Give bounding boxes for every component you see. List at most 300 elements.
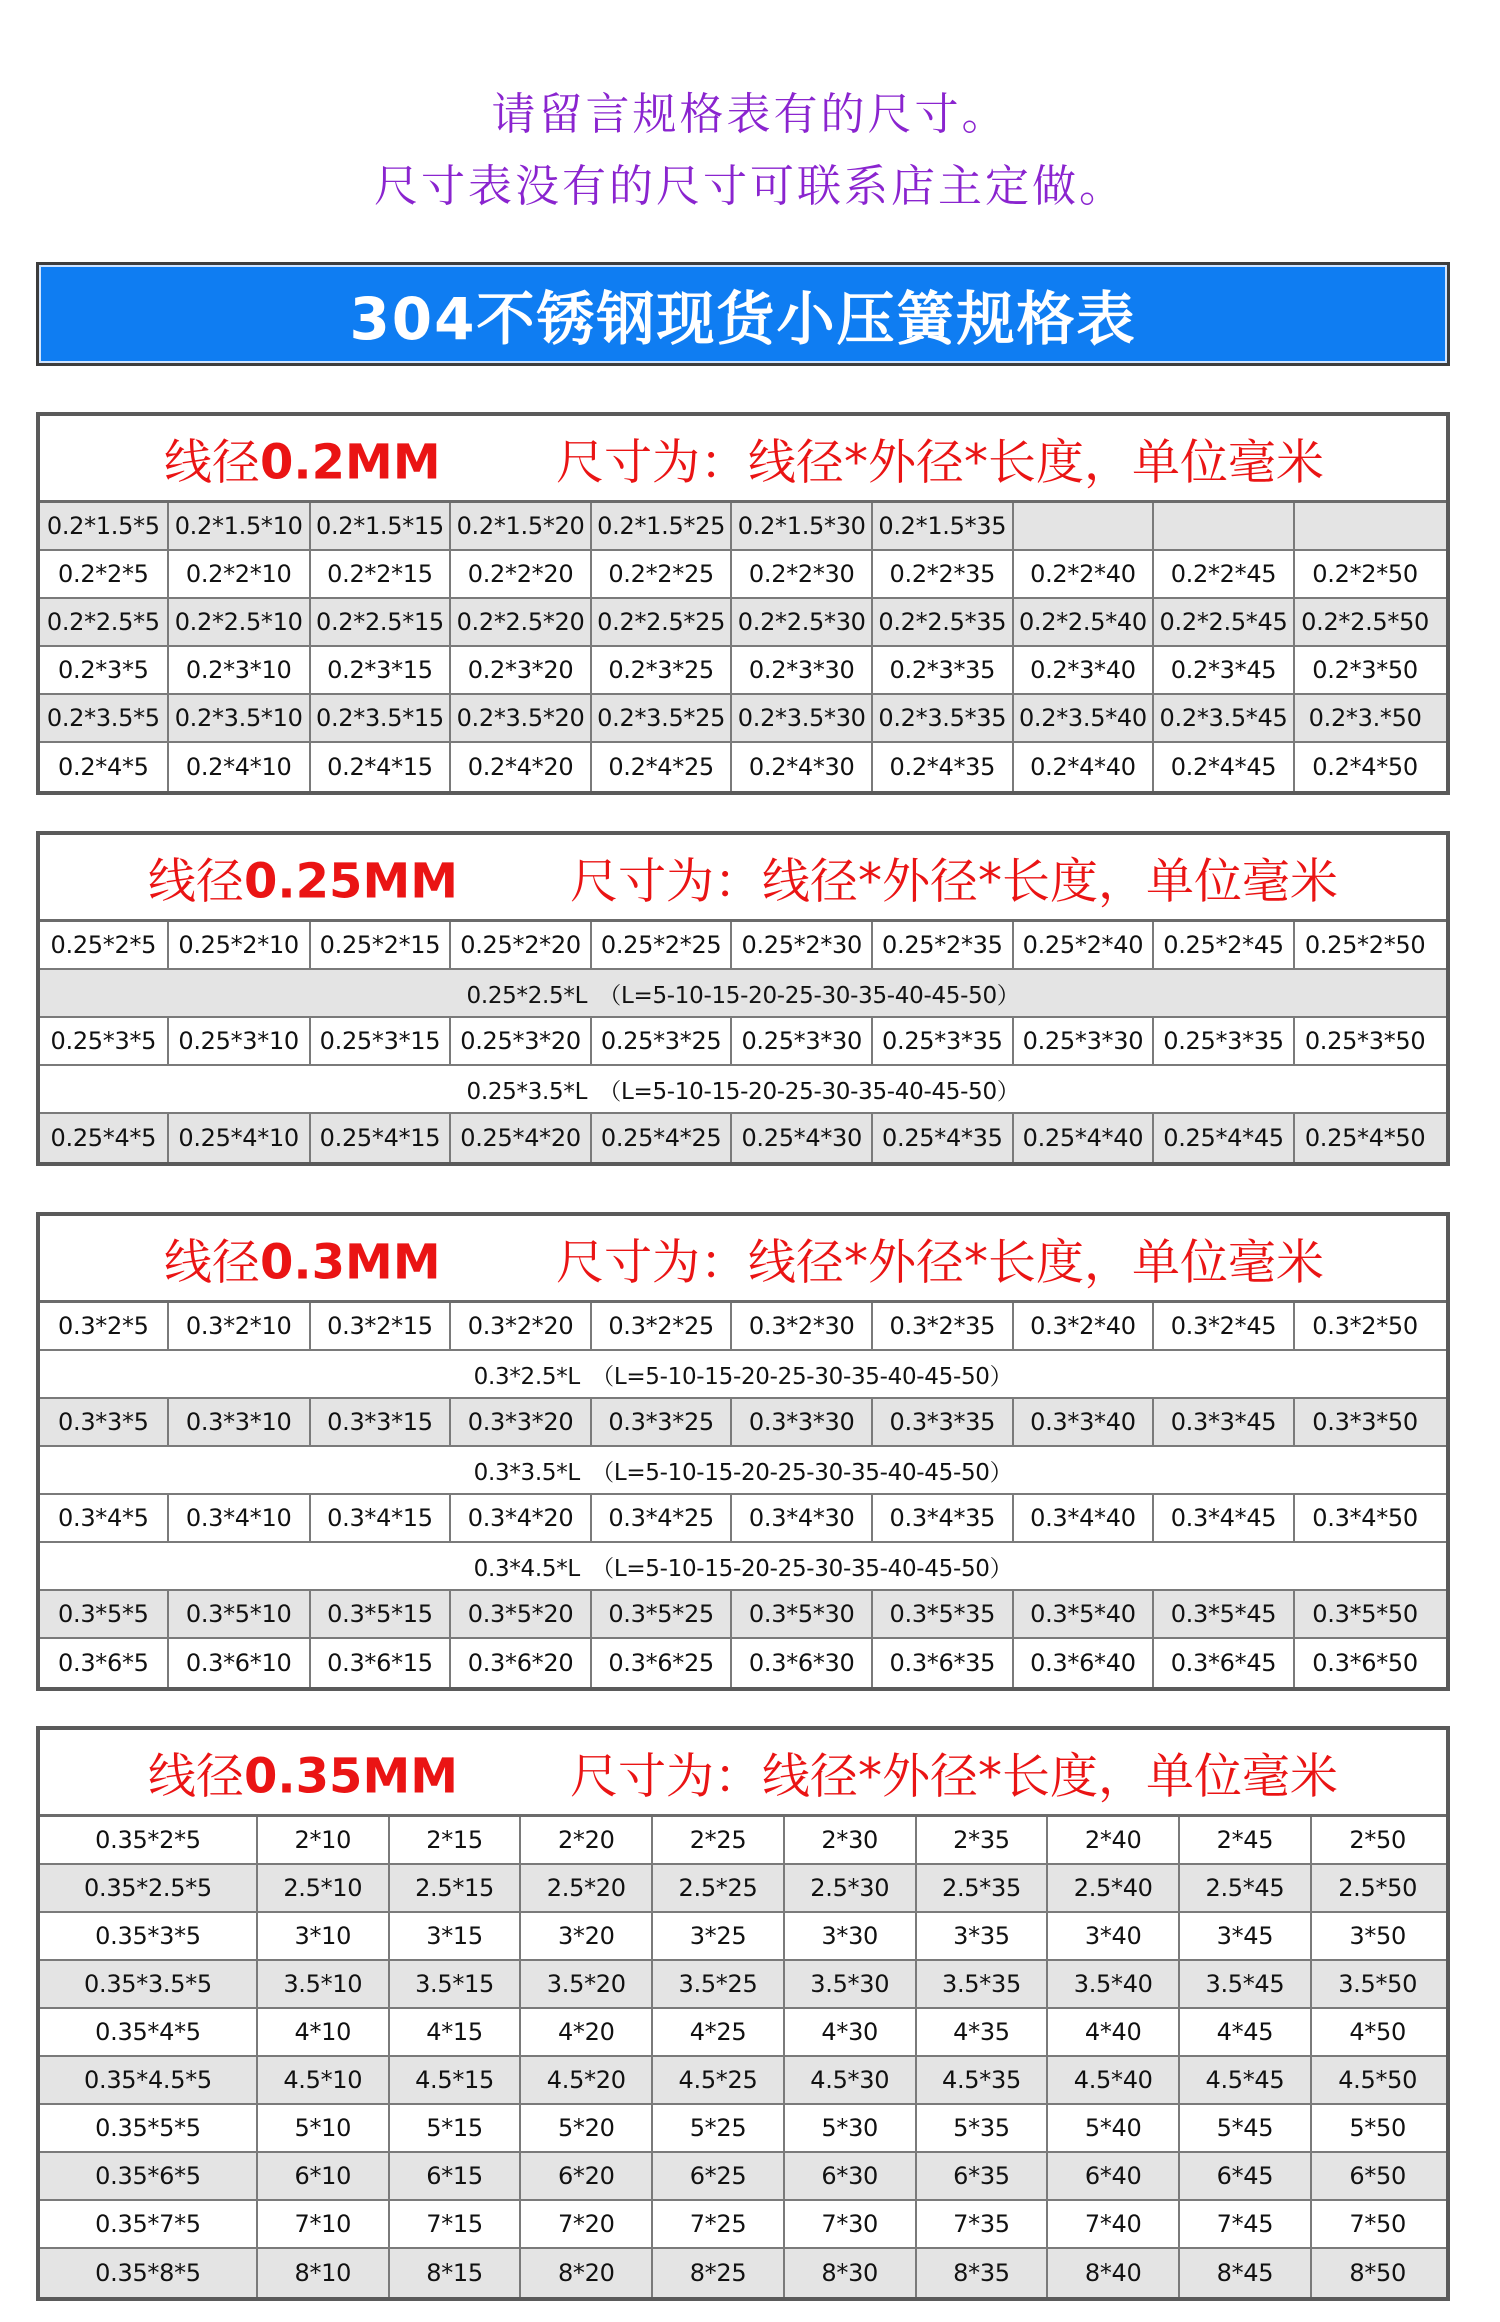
table-cell: 0.2*3*5 [40, 647, 169, 693]
table-cell: 0.3*2*35 [873, 1303, 1014, 1349]
table-cell: 0.3*6*25 [592, 1639, 733, 1687]
table-cell: 0.2*3.*50 [1308, 704, 1422, 732]
table-cell: 8*15 [390, 2249, 522, 2297]
table-cell: 0.3*5*15 [311, 1591, 452, 1637]
table-cell: 0.2*2.5*15 [311, 599, 452, 645]
table-cell: 0.25*4*40 [1014, 1114, 1155, 1162]
table-row [40, 647, 1446, 695]
table-row [40, 695, 1446, 743]
wire-value: 0.2MM [260, 434, 441, 491]
wire-prefix: 线径 [164, 434, 261, 491]
table-cell: 0.3*4*20 [451, 1495, 592, 1541]
table-span-row [40, 1066, 1446, 1114]
table-cell: 0.3*5*50 [1312, 1600, 1418, 1628]
table-cell: 0.2*3.5*45 [1154, 695, 1295, 741]
table-cell: 0.25*3*50 [1304, 1027, 1426, 1055]
wire-diameter-label [148, 843, 458, 912]
unit-note: 尺寸为：线径*外径*长度，单位毫米 [570, 853, 1339, 910]
table-body [40, 503, 1446, 791]
table-cell: 0.3*6*20 [451, 1639, 592, 1687]
wire-value: 0.35MM [244, 1748, 458, 1805]
table-cell: 0.2*1.5*30 [732, 503, 873, 549]
table-cell: 4*45 [1180, 2009, 1312, 2055]
table-cell: 0.2*4*10 [169, 743, 311, 791]
table-cell: 0.2*2.5*50 [1301, 608, 1430, 636]
table-cell: 2*25 [653, 1817, 785, 1863]
table-span-cell: 0.25*3.5*L （L=5-10-15-20-25-30-35-40-45-50） [466, 1078, 1020, 1105]
table-cell: 3*30 [785, 1913, 917, 1959]
table-cell: 2.5*10 [258, 1865, 390, 1911]
table-cell: 3*40 [1048, 1913, 1180, 1959]
table-row [40, 2105, 1446, 2153]
table-cell: 6*40 [1048, 2153, 1180, 2199]
table-cell: 0.3*2*20 [451, 1303, 592, 1349]
table-cell: 0.2*3.5*35 [873, 695, 1014, 741]
table-cell: 0.2*3*10 [169, 647, 311, 693]
table-cell: 2.5*25 [653, 1865, 785, 1911]
table-cell: 0.25*4*20 [451, 1114, 592, 1162]
table-cell: 0.2*2*15 [311, 551, 452, 597]
wire-diameter-label [164, 424, 441, 493]
table-cell: 6*35 [917, 2153, 1049, 2199]
table-cell: 0.25*4*10 [169, 1114, 311, 1162]
table-cell [1154, 503, 1295, 549]
table-cell: 0.3*3*5 [40, 1399, 169, 1445]
table-cell: 0.35*8*5 [40, 2249, 258, 2297]
table-cell: 0.35*3*5 [40, 1913, 258, 1959]
table-cell: 0.2*2*5 [40, 551, 169, 597]
table-cell: 0.2*4*50 [1312, 753, 1418, 781]
table-cell: 0.2*3.5*25 [592, 695, 733, 741]
unit-note: 尺寸为：线径*外径*长度，单位毫米 [570, 1748, 1339, 1805]
table-cell: 4*40 [1048, 2009, 1180, 2055]
table-cell: 8*25 [653, 2249, 785, 2297]
table-span-row [40, 1447, 1446, 1495]
table-row [40, 2201, 1446, 2249]
table-cell: 2.5*30 [785, 1865, 917, 1911]
table-cell: 0.25*2*35 [873, 922, 1014, 968]
table-cell: 0.2*4*35 [873, 743, 1014, 791]
table-cell: 3*35 [917, 1913, 1049, 1959]
title-banner [36, 262, 1450, 366]
table-cell: 8*20 [521, 2249, 653, 2297]
table-cell: 4*35 [917, 2009, 1049, 2055]
table-cell: 3*45 [1180, 1913, 1312, 1959]
table-span-cell: 0.25*2.5*L （L=5-10-15-20-25-30-35-40-45-50） [466, 982, 1020, 1009]
table-cell: 6*10 [258, 2153, 390, 2199]
table-cell: 0.2*1.5*35 [873, 503, 1014, 549]
table-cell: 4.5*30 [785, 2057, 917, 2103]
banner-title: 304不锈钢现货小压簧规格表 [349, 285, 1137, 353]
table-cell: 0.2*2.5*5 [40, 599, 169, 645]
table-cell [1295, 503, 1436, 549]
table-cell: 6*20 [521, 2153, 653, 2199]
table-body [40, 1817, 1446, 2297]
table-cell: 3.5*30 [785, 1961, 917, 2007]
table-cell: 0.3*3*45 [1154, 1399, 1295, 1445]
table-cell: 2*35 [917, 1817, 1049, 1863]
table-cell: 2*45 [1180, 1817, 1312, 1863]
table-cell: 0.2*2.5*30 [732, 599, 873, 645]
table-cell: 6*45 [1180, 2153, 1312, 2199]
table-cell: 0.3*5*20 [451, 1591, 592, 1637]
table-row [40, 1817, 1446, 1865]
table-cell: 0.3*6*35 [873, 1639, 1014, 1687]
table-cell: 0.2*3.5*5 [40, 695, 169, 741]
table-cell: 5*15 [390, 2105, 522, 2151]
table-cell: 0.3*6*40 [1014, 1639, 1155, 1687]
table-cell: 5*10 [258, 2105, 390, 2151]
table-cell: 0.3*4*35 [873, 1495, 1014, 1541]
table-cell: 2*15 [390, 1817, 522, 1863]
table-cell: 0.3*2*30 [732, 1303, 873, 1349]
table-body [40, 1303, 1446, 1687]
table-cell: 5*20 [521, 2105, 653, 2151]
table-cell: 8*10 [258, 2249, 390, 2297]
spec-table-0-35mm [36, 1726, 1450, 2301]
table-cell: 4*10 [258, 2009, 390, 2055]
table-cell: 6*30 [785, 2153, 917, 2199]
table-cell: 0.3*6*50 [1312, 1649, 1418, 1677]
table-cell: 7*20 [521, 2201, 653, 2247]
table-cell: 2.5*40 [1048, 1865, 1180, 1911]
table-cell: 5*40 [1048, 2105, 1180, 2151]
spec-table-0-2mm [36, 412, 1450, 795]
table-cell: 3*20 [521, 1913, 653, 1959]
table-header [40, 835, 1446, 922]
table-cell: 0.2*2.5*40 [1014, 599, 1155, 645]
table-cell: 0.3*5*40 [1014, 1591, 1155, 1637]
table-row [40, 1018, 1446, 1066]
table-cell: 2*30 [785, 1817, 917, 1863]
table-cell: 0.25*2*5 [40, 922, 169, 968]
table-cell: 0.3*4*40 [1014, 1495, 1155, 1541]
table-cell: 0.2*4*25 [592, 743, 733, 791]
table-cell: 8*35 [917, 2249, 1049, 2297]
table-cell: 0.35*5*5 [40, 2105, 258, 2151]
table-cell: 4.5*15 [390, 2057, 522, 2103]
table-row [40, 503, 1446, 551]
table-row [40, 1495, 1446, 1543]
table-cell: 4.5*35 [917, 2057, 1049, 2103]
table-cell: 0.35*2*5 [40, 1817, 258, 1863]
table-cell: 0.2*2.5*45 [1154, 599, 1295, 645]
table-cell: 0.2*3*50 [1312, 656, 1418, 684]
table-row [40, 743, 1446, 791]
table-cell: 8*50 [1349, 2259, 1406, 2287]
table-cell: 3*15 [390, 1913, 522, 1959]
notice-line-1: 请留言规格表有的尺寸。 [491, 89, 1009, 140]
table-row [40, 1961, 1446, 2009]
table-cell: 0.3*2*45 [1154, 1303, 1295, 1349]
wire-prefix: 线径 [148, 853, 245, 910]
table-cell: 0.2*1.5*25 [592, 503, 733, 549]
table-row [40, 1639, 1446, 1687]
table-cell: 0.2*3.5*40 [1014, 695, 1155, 741]
table-span-cell: 0.3*3.5*L （L=5-10-15-20-25-30-35-40-45-50） [473, 1459, 1013, 1486]
table-cell: 7*10 [258, 2201, 390, 2247]
table-cell: 0.2*2.5*20 [451, 599, 592, 645]
table-span-cell: 0.3*4.5*L （L=5-10-15-20-25-30-35-40-45-50） [473, 1555, 1013, 1582]
table-cell: 0.2*3*25 [592, 647, 733, 693]
table-cell: 0.35*4.5*5 [40, 2057, 258, 2103]
table-row [40, 1303, 1446, 1351]
table-cell: 0.2*2*30 [732, 551, 873, 597]
table-cell: 0.3*4*15 [311, 1495, 452, 1541]
table-cell: 0.2*3*30 [732, 647, 873, 693]
table-cell: 0.2*2*25 [592, 551, 733, 597]
table-cell: 5*25 [653, 2105, 785, 2151]
table-cell: 0.3*6*10 [169, 1639, 311, 1687]
table-cell: 0.3*4*45 [1154, 1495, 1295, 1541]
table-cell: 0.2*2.5*35 [873, 599, 1014, 645]
table-cell: 0.25*2*50 [1304, 931, 1426, 959]
table-cell: 0.35*3.5*5 [40, 1961, 258, 2007]
table-cell: 0.2*3*20 [451, 647, 592, 693]
table-cell: 2*10 [258, 1817, 390, 1863]
table-cell: 0.25*3*15 [311, 1018, 452, 1064]
table-header [40, 416, 1446, 503]
table-span-row [40, 970, 1446, 1018]
table-cell: 0.2*3*35 [873, 647, 1014, 693]
table-cell: 4*50 [1349, 2018, 1406, 2046]
table-row [40, 922, 1446, 970]
table-cell: 0.2*2*40 [1014, 551, 1155, 597]
table-cell: 7*45 [1180, 2201, 1312, 2247]
table-cell: 0.3*6*45 [1154, 1639, 1295, 1687]
table-cell: 8*45 [1180, 2249, 1312, 2297]
table-cell: 0.2*3.5*20 [451, 695, 592, 741]
table-cell: 0.25*2*30 [732, 922, 873, 968]
table-cell: 0.3*6*30 [732, 1639, 873, 1687]
table-cell: 0.35*6*5 [40, 2153, 258, 2199]
table-cell: 0.3*3*30 [732, 1399, 873, 1445]
table-cell: 0.3*5*25 [592, 1591, 733, 1637]
table-cell: 6*50 [1349, 2162, 1406, 2190]
table-cell: 0.3*2*40 [1014, 1303, 1155, 1349]
table-cell: 2*40 [1048, 1817, 1180, 1863]
table-cell: 4*15 [390, 2009, 522, 2055]
table-cell: 7*30 [785, 2201, 917, 2247]
table-cell: 5*45 [1180, 2105, 1312, 2151]
table-cell: 0.3*6*15 [311, 1639, 452, 1687]
table-cell: 7*25 [653, 2201, 785, 2247]
table-cell: 7*50 [1349, 2210, 1406, 2238]
table-cell: 0.2*3.5*15 [311, 695, 452, 741]
table-cell: 4.5*10 [258, 2057, 390, 2103]
table-cell: 0.2*3.5*10 [169, 695, 311, 741]
table-cell: 2.5*20 [521, 1865, 653, 1911]
table-cell: 0.3*3*25 [592, 1399, 733, 1445]
table-cell: 0.3*2*25 [592, 1303, 733, 1349]
table-row [40, 599, 1446, 647]
table-cell: 6*25 [653, 2153, 785, 2199]
table-cell: 0.2*2.5*10 [169, 599, 311, 645]
table-cell: 5*35 [917, 2105, 1049, 2151]
table-cell: 0.25*2*20 [451, 922, 592, 968]
table-row [40, 2249, 1446, 2297]
notice-line-2: 尺寸表没有的尺寸可联系店主定做。 [374, 161, 1126, 212]
table-cell: 0.2*1.5*20 [451, 503, 592, 549]
table-cell: 0.25*2*25 [592, 922, 733, 968]
table-cell: 0.25*3*10 [169, 1018, 311, 1064]
table-cell: 0.2*3*40 [1014, 647, 1155, 693]
table-cell: 4.5*50 [1338, 2066, 1418, 2094]
table-cell: 0.3*5*5 [40, 1591, 169, 1637]
table-cell: 4*30 [785, 2009, 917, 2055]
table-cell: 0.25*2*10 [169, 922, 311, 968]
table-cell: 0.3*3*20 [451, 1399, 592, 1445]
table-cell: 0.25*4*15 [311, 1114, 452, 1162]
table-cell: 4*20 [521, 2009, 653, 2055]
table-cell: 2.5*15 [390, 1865, 522, 1911]
table-cell: 3*25 [653, 1913, 785, 1959]
table-cell: 0.2*4*45 [1154, 743, 1295, 791]
table-span-row [40, 1543, 1446, 1591]
table-cell: 0.25*4*45 [1154, 1114, 1295, 1162]
table-cell: 0.25*3*5 [40, 1018, 169, 1064]
table-cell: 7*15 [390, 2201, 522, 2247]
table-row [40, 1114, 1446, 1162]
table-cell: 3.5*20 [521, 1961, 653, 2007]
table-cell: 2*50 [1349, 1826, 1406, 1854]
table-cell: 3.5*35 [917, 1961, 1049, 2007]
unit-note: 尺寸为：线径*外径*长度，单位毫米 [556, 434, 1325, 491]
table-cell: 0.2*2*50 [1312, 560, 1418, 588]
table-cell: 3*50 [1349, 1922, 1406, 1950]
table-header [40, 1216, 1446, 1303]
table-cell: 0.2*2*20 [451, 551, 592, 597]
table-cell: 3.5*45 [1180, 1961, 1312, 2007]
wire-value: 0.25MM [244, 853, 458, 910]
table-row [40, 1865, 1446, 1913]
table-cell: 0.3*3*15 [311, 1399, 452, 1445]
table-cell: 0.3*5*10 [169, 1591, 311, 1637]
table-cell: 0.35*4*5 [40, 2009, 258, 2055]
table-row [40, 551, 1446, 599]
table-cell: 0.3*4*30 [732, 1495, 873, 1541]
table-cell: 0.25*3*35 [1154, 1018, 1295, 1064]
table-cell: 0.3*3*35 [873, 1399, 1014, 1445]
table-cell: 0.2*2*45 [1154, 551, 1295, 597]
table-cell: 0.3*2*50 [1312, 1312, 1418, 1340]
table-cell: 0.2*2*10 [169, 551, 311, 597]
table-cell: 3.5*50 [1338, 1970, 1418, 1998]
table-cell: 5*30 [785, 2105, 917, 2151]
spec-table-0-3mm [36, 1212, 1450, 1691]
table-cell: 0.35*2.5*5 [40, 1865, 258, 1911]
table-cell: 0.2*2.5*25 [592, 599, 733, 645]
table-cell: 0.25*3*30 [1014, 1018, 1155, 1064]
table-cell: 0.2*2*35 [873, 551, 1014, 597]
table-cell: 0.25*4*30 [732, 1114, 873, 1162]
table-cell: 0.2*1.5*5 [40, 503, 169, 549]
table-row [40, 2153, 1446, 2201]
wire-prefix: 线径 [164, 1234, 261, 1291]
table-cell: 0.2*1.5*10 [169, 503, 311, 549]
table-cell: 0.3*6*5 [40, 1639, 169, 1687]
table-cell [1014, 503, 1155, 549]
table-cell: 0.2*3*15 [311, 647, 452, 693]
table-header [40, 1730, 1446, 1817]
table-cell: 4.5*45 [1180, 2057, 1312, 2103]
table-row [40, 1913, 1446, 1961]
table-cell: 4*25 [653, 2009, 785, 2055]
table-cell: 0.35*7*5 [40, 2201, 258, 2247]
table-cell: 3.5*25 [653, 1961, 785, 2007]
table-cell: 2.5*35 [917, 1865, 1049, 1911]
table-cell: 0.3*2*15 [311, 1303, 452, 1349]
table-row [40, 1399, 1446, 1447]
table-cell: 4.5*20 [521, 2057, 653, 2103]
table-cell: 2*20 [521, 1817, 653, 1863]
table-row [40, 1591, 1446, 1639]
table-cell: 0.25*3*20 [451, 1018, 592, 1064]
table-cell: 0.3*2*5 [40, 1303, 169, 1349]
table-cell: 0.25*2*45 [1154, 922, 1295, 968]
table-row [40, 2009, 1446, 2057]
table-cell: 5*50 [1349, 2114, 1406, 2142]
wire-diameter-label [148, 1738, 458, 1807]
table-cell: 0.3*4*25 [592, 1495, 733, 1541]
table-cell: 0.3*2*10 [169, 1303, 311, 1349]
table-span-cell: 0.3*2.5*L （L=5-10-15-20-25-30-35-40-45-50） [473, 1363, 1013, 1390]
table-cell: 0.25*4*5 [40, 1114, 169, 1162]
table-cell: 0.25*2*40 [1014, 922, 1155, 968]
table-cell: 0.25*4*25 [592, 1114, 733, 1162]
table-cell: 0.3*3*10 [169, 1399, 311, 1445]
table-cell: 0.25*3*30 [732, 1018, 873, 1064]
table-cell: 3*10 [258, 1913, 390, 1959]
table-cell: 0.25*4*35 [873, 1114, 1014, 1162]
table-cell: 0.3*4*10 [169, 1495, 311, 1541]
table-cell: 2.5*45 [1180, 1865, 1312, 1911]
table-cell: 4.5*40 [1048, 2057, 1180, 2103]
wire-prefix: 线径 [148, 1748, 245, 1805]
table-cell: 0.2*1.5*15 [311, 503, 452, 549]
wire-value: 0.3MM [260, 1234, 441, 1291]
table-cell: 0.3*4*50 [1312, 1504, 1418, 1532]
table-cell: 0.2*4*20 [451, 743, 592, 791]
table-cell: 0.2*4*40 [1014, 743, 1155, 791]
table-cell: 2.5*50 [1338, 1874, 1418, 1902]
table-cell: 3.5*15 [390, 1961, 522, 2007]
table-cell: 3.5*10 [258, 1961, 390, 2007]
table-cell: 0.2*4*15 [311, 743, 452, 791]
table-cell: 0.3*5*30 [732, 1591, 873, 1637]
spec-table-0-25mm [36, 831, 1450, 1166]
table-cell: 6*15 [390, 2153, 522, 2199]
table-body [40, 922, 1446, 1162]
table-cell: 0.2*4*30 [732, 743, 873, 791]
table-cell: 0.2*4*5 [40, 743, 169, 791]
table-cell: 0.2*3.5*30 [732, 695, 873, 741]
table-row [40, 2057, 1446, 2105]
table-cell: 0.3*3*50 [1312, 1408, 1418, 1436]
table-span-row [40, 1351, 1446, 1399]
table-cell: 0.3*5*35 [873, 1591, 1014, 1637]
table-cell: 0.25*2*15 [311, 922, 452, 968]
table-cell: 3.5*40 [1048, 1961, 1180, 2007]
table-cell: 0.3*3*40 [1014, 1399, 1155, 1445]
table-cell: 7*35 [917, 2201, 1049, 2247]
table-cell: 8*30 [785, 2249, 917, 2297]
table-cell: 8*40 [1048, 2249, 1180, 2297]
table-cell: 0.25*4*50 [1304, 1124, 1426, 1152]
table-cell: 0.2*3*45 [1154, 647, 1295, 693]
wire-diameter-label [164, 1224, 441, 1293]
table-cell: 0.3*5*45 [1154, 1591, 1295, 1637]
